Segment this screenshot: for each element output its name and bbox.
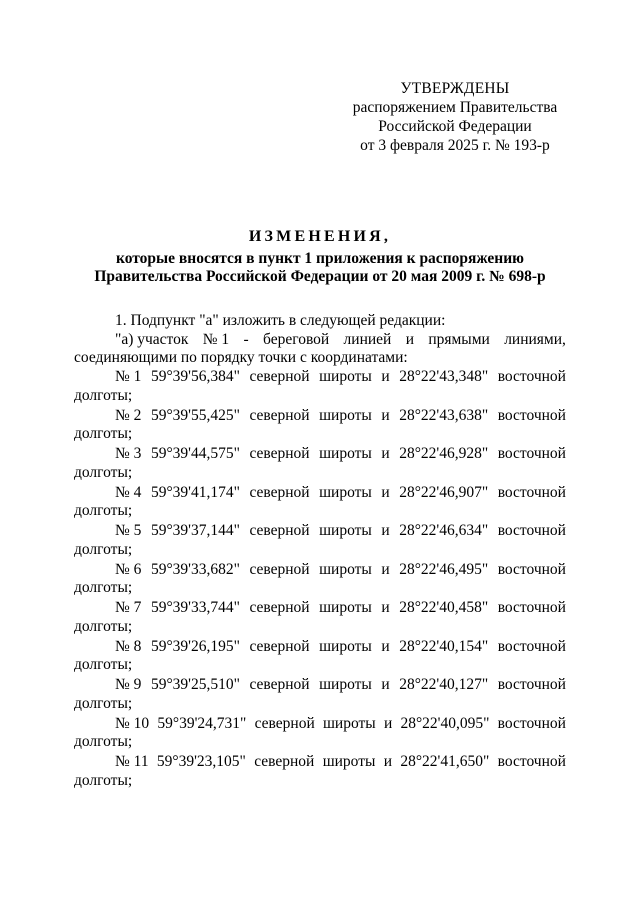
longitude-value: 28°22'46,928" [399,445,489,463]
latitude-word-north: северной [249,676,310,694]
point-number: № 9 [115,676,142,694]
longitude-word-east: восточной [497,483,566,501]
approval-line-3: от 3 февраля 2025 г. № 193-р [360,137,550,154]
latitude-word: широты [319,445,372,463]
longitude-value: 28°22'43,638" [399,406,489,424]
longitude-word-east: восточной [497,599,566,617]
latitude-word-north: северной [249,483,310,501]
conjunction: и [381,406,390,424]
clause-first-line [74,331,566,350]
longitude-word-east: восточной [497,406,566,424]
clause-word: линиями, [504,330,566,348]
coordinate-line [74,522,566,541]
clause-word: "а) участок [115,330,189,348]
longitude-value: 28°22'40,458" [399,599,489,617]
longitude-value: 28°22'46,634" [399,522,489,540]
longitude-word-east: восточной [497,522,566,540]
latitude-value: 59°39'44,575" [150,445,240,463]
latitude-value: 59°39'33,682" [150,560,240,578]
longitude-value: 28°22'40,154" [399,637,489,655]
approval-block [340,79,570,155]
coordinate-line [74,638,566,657]
longitude-word: долготы; [74,694,133,712]
latitude-word: широты [322,714,376,732]
latitude-word: широты [319,406,372,424]
latitude-word-north: северной [249,637,310,655]
latitude-word-north: северной [249,445,310,463]
latitude-value: 59°39'25,510" [150,676,240,694]
coordinate-line [74,676,566,695]
clause-word: № 1 [202,330,230,348]
point-number: № 7 [115,599,142,617]
latitude-word: широты [319,637,372,655]
conjunction: и [383,714,393,732]
coordinate-line [74,407,566,426]
longitude-value: 28°22'43,348" [399,368,489,386]
point-number: № 1 [115,368,142,386]
longitude-value: 28°22'41,650" [400,753,490,771]
subtitle-line-1: которые вносятся в пункт 1 приложения к распоряжению [115,250,524,267]
document-title: ИЗМЕНЕНИЯ, [248,228,392,245]
document-body [74,312,566,792]
latitude-word-north: северной [249,560,310,578]
latitude-value: 59°39'37,144" [150,522,240,540]
coordinate-line [74,715,566,734]
latitude-value: 59°39'55,425" [150,406,240,424]
point-number: № 5 [115,522,142,540]
longitude-value: 28°22'40,127" [399,676,489,694]
longitude-word: долготы; [74,617,133,635]
coordinate-entry [74,638,566,677]
latitude-word-north: северной [249,406,310,424]
latitude-word-north: северной [254,753,315,771]
conjunction: и [381,637,390,655]
approval-heading: УТВЕРЖДЕНЫ [400,80,510,97]
longitude-word: долготы; [74,425,133,443]
clause-word: линией [343,330,392,348]
longitude-word-east: восточной [497,637,566,655]
longitude-value: 28°22'46,907" [399,483,489,501]
conjunction: и [381,676,390,694]
coordinate-entry [74,368,566,407]
coordinate-line [74,599,566,618]
latitude-word: широты [319,560,372,578]
longitude-word: долготы; [74,386,133,404]
coordinate-entry [74,445,566,484]
point-number: № 3 [115,445,142,463]
latitude-word: широты [319,676,372,694]
latitude-value: 59°39'23,105" [156,753,246,771]
longitude-word: долготы; [74,733,133,751]
latitude-value: 59°39'26,195" [150,637,240,655]
latitude-value: 59°39'56,384" [150,368,240,386]
intro-paragraph: 1. Подпункт "а" изложить в следующей редакции: [115,312,446,329]
clause-word: - [243,330,249,348]
document-subtitle [60,250,580,286]
longitude-word: долготы; [74,771,133,789]
longitude-word: долготы; [74,502,133,520]
point-number: № 8 [115,637,142,655]
longitude-word-east: восточной [497,445,566,463]
latitude-word: широты [319,599,372,617]
conjunction: и [381,368,390,386]
approval-line-2: Российской Федерации [378,118,532,135]
conjunction: и [381,599,390,617]
coordinate-entry [74,599,566,638]
coordinate-line [74,484,566,503]
coordinate-entry [74,407,566,446]
latitude-word-north: северной [254,714,315,732]
conjunction: и [381,445,390,463]
latitude-word: широты [319,368,372,386]
latitude-word-north: северной [249,522,310,540]
latitude-word: широты [322,753,376,771]
coordinate-entry [74,676,566,715]
coordinate-entry [74,753,566,792]
conjunction: и [381,522,390,540]
latitude-value: 59°39'33,744" [150,599,240,617]
subtitle-line-2: Правительства Российской Федерации от 20 мая 2009 г. № 698-р [94,268,546,285]
latitude-word: широты [319,522,372,540]
coordinate-entry [74,715,566,754]
latitude-value: 59°39'41,174" [150,483,240,501]
longitude-word: долготы; [74,579,133,597]
latitude-word: широты [319,483,372,501]
coordinate-line [74,368,566,387]
point-number: № 11 [115,753,149,771]
latitude-value: 59°39'24,731" [157,714,247,732]
coordinate-line [74,753,566,772]
latitude-word-north: северной [249,368,310,386]
clause-word: прямыми [428,330,490,348]
coordinate-line [74,445,566,464]
conjunction: и [381,483,390,501]
latitude-word-north: северной [249,599,310,617]
longitude-word: долготы; [74,463,133,481]
clause-word: береговой [263,330,330,348]
coordinate-entry [74,522,566,561]
longitude-value: 28°22'40,095" [400,714,490,732]
clause-continuation: соединяющими по порядку точки с координатами: [74,349,408,367]
point-number: № 10 [115,714,150,732]
longitude-word: долготы; [74,540,133,558]
point-number: № 2 [115,406,142,424]
coordinate-list [74,368,566,792]
longitude-word-east: восточной [497,676,566,694]
conjunction: и [383,753,393,771]
point-number: № 6 [115,560,142,578]
longitude-word-east: восточной [497,753,566,771]
longitude-word-east: восточной [497,368,566,386]
clause-word: и [405,330,414,348]
longitude-word-east: восточной [497,714,566,732]
approval-line-1: распоряжением Правительства [352,99,558,116]
conjunction: и [381,560,390,578]
point-number: № 4 [115,483,142,501]
longitude-value: 28°22'46,495" [399,560,489,578]
longitude-word: долготы; [74,656,133,674]
longitude-word-east: восточной [497,560,566,578]
coordinate-line [74,561,566,580]
coordinate-entry [74,484,566,523]
coordinate-entry [74,561,566,600]
